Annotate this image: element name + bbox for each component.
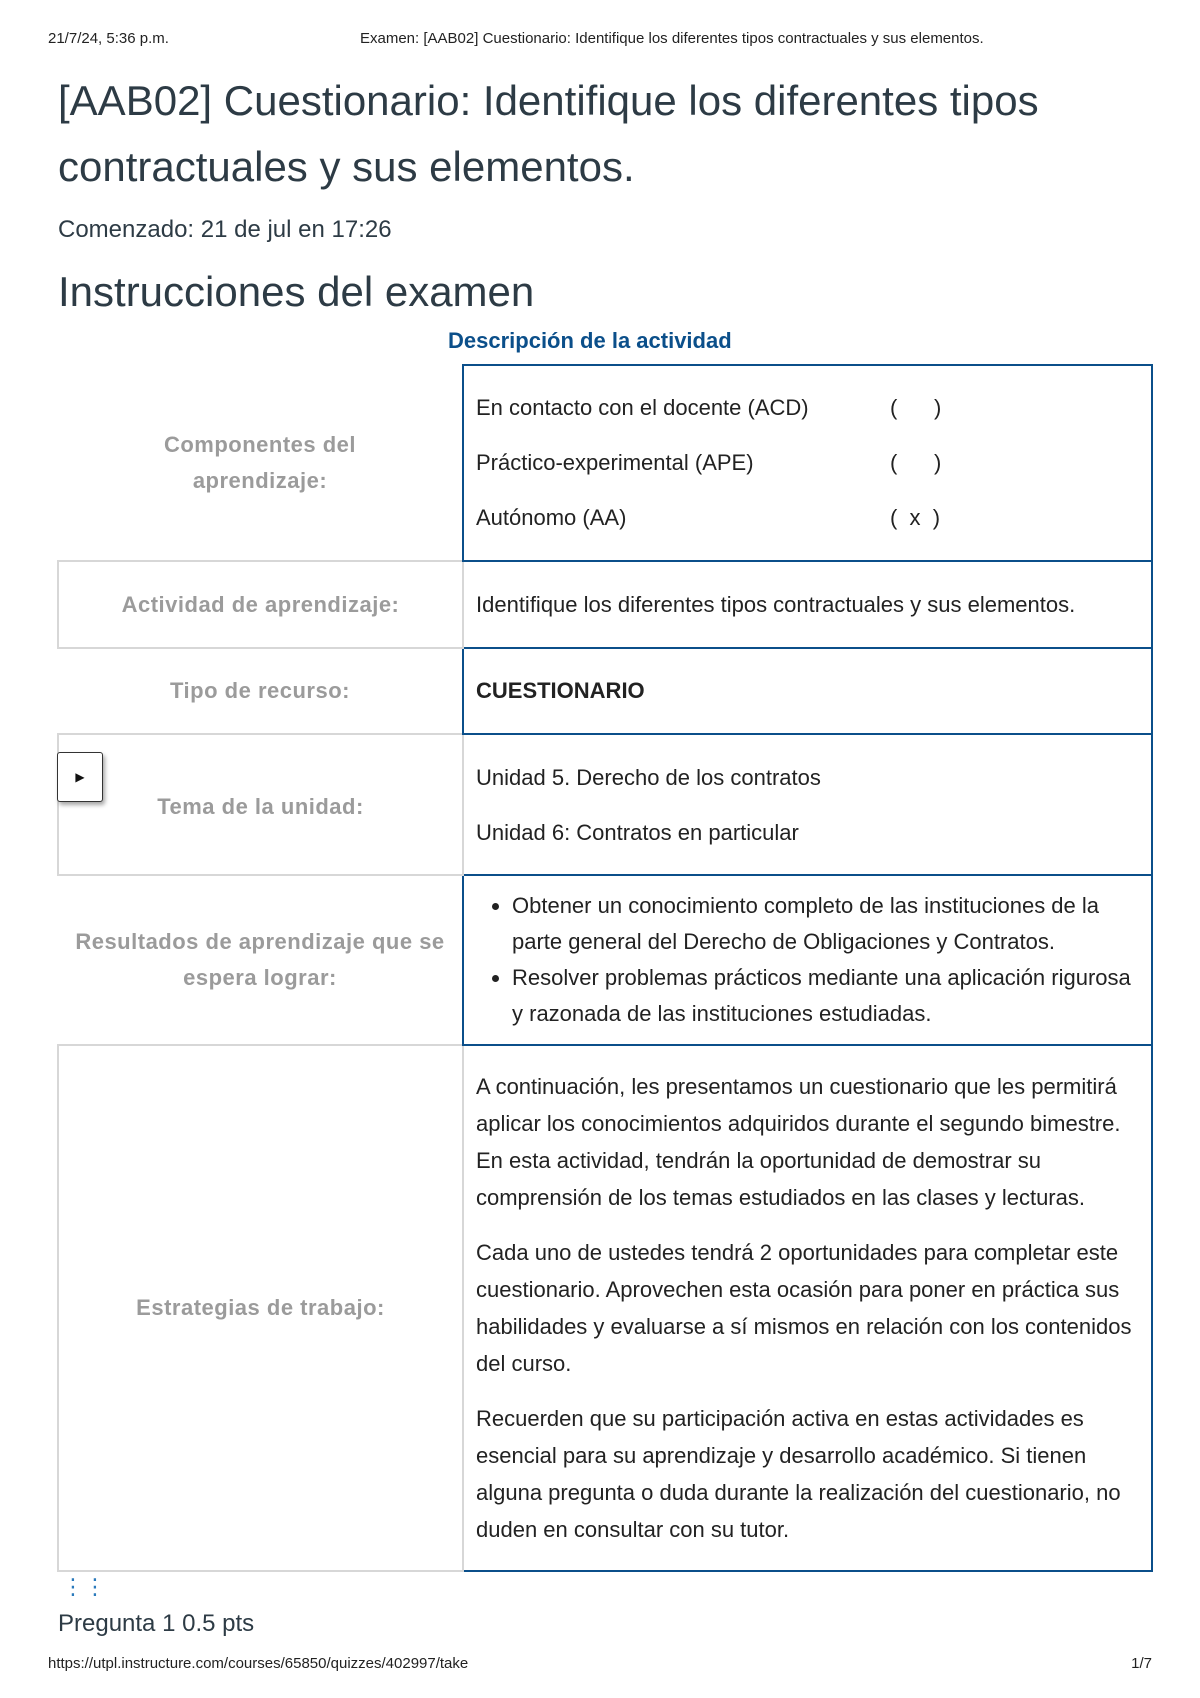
strategy-paragraph: A continuación, les presentamos un cuestionario que les permitirá aplicar los conocimientos adquiridos durante el segundo bimestre. En esta actividad, tendrán la oportunidad de demostrar su comprensión de los temas estudiados en las clases y lecturas.: [476, 1074, 1121, 1210]
activity-label: Actividad de aprendizaje:: [58, 561, 463, 648]
strategies-label: Estrategias de trabajo:: [58, 1045, 463, 1571]
page-title: [AAB02] Cuestionario: Identifique los diferentes tipos contractuales y sus elementos.: [58, 77, 1039, 190]
list-item: • Resolver problemas prácticos mediante una aplicación rigurosa y razonada de las instituciones estudiadas.: [512, 960, 1139, 1032]
started-timestamp: Comenzado: 21 de jul en 17:26: [58, 216, 392, 243]
table-row: [58, 365, 1152, 561]
component-item: [476, 491, 1139, 546]
play-triangle-icon: ▶: [75, 770, 85, 784]
expand-button[interactable]: [57, 752, 103, 802]
description-heading: Descripción de la actividad: [448, 328, 732, 353]
components-label: Componentes del aprendizaje:: [163, 431, 357, 493]
outcomes-label: Resultados de aprendizaje que se espera lograr:: [75, 929, 445, 990]
resource-value: CUESTIONARIO: [463, 648, 1152, 734]
strategies-value: [463, 1045, 1152, 1571]
instructions-heading: Instrucciones del examen: [58, 268, 535, 315]
page-number: 1/7: [1131, 1655, 1152, 1672]
print-header: [48, 30, 1152, 52]
quiz-content: [58, 68, 1153, 322]
list-item: • Obtener un conocimiento completo de las instituciones de la parte general del Derecho de Obligaciones y Contratos.: [512, 888, 1139, 960]
component-name: En contacto con el docente (ACD): [476, 395, 809, 420]
outcomes-list: [476, 888, 1139, 1032]
outcomes-value: [463, 875, 1152, 1045]
unit-item: Unidad 5. Derecho de los contratos: [476, 764, 821, 790]
component-name: Autónomo (AA): [476, 505, 627, 530]
resource-label: Tipo de recurso:: [170, 678, 350, 703]
component-mark: ( ): [890, 450, 942, 475]
strategy-paragraph: Cada uno de ustedes tendrá 2 oportunidades para completar este cuestionario. Aprovechen esta ocasión para poner en práctica sus habilidades y evaluarse a sí mismos en relación con los contenidos del curso.: [476, 1240, 1132, 1376]
table-row: [58, 561, 1152, 648]
table-row: [58, 648, 1152, 734]
table-row: [58, 1045, 1152, 1571]
table-row: [58, 875, 1152, 1045]
component-mark: ( x ): [890, 505, 941, 530]
print-date: 21/7/24, 5:36 p.m.: [48, 30, 169, 47]
question-header: Pregunta 1 0.5 pts: [58, 1610, 255, 1637]
component-mark: ( ): [890, 395, 942, 420]
unit-label: Tema de la unidad:: [58, 734, 463, 875]
component-item: [476, 436, 1139, 491]
unit-item: Unidad 6: Contratos en particular: [476, 819, 799, 845]
strategy-paragraph: Recuerden que su participación activa en estas actividades es esencial para su aprendizaje y desarrollo académico. Si tienen alguna pregunta o duda durante la realización del cuestionario, no duden en consultar con su tutor.: [476, 1406, 1121, 1542]
activity-description-table: [57, 364, 1153, 1572]
print-url: https://utpl.instructure.com/courses/65850/quizzes/402997/take: [48, 1655, 469, 1672]
drag-handle-icon[interactable]: ⋮⋮: [62, 1574, 106, 1599]
component-name: Práctico-experimental (APE): [476, 450, 754, 475]
table-row: [58, 734, 1152, 875]
print-doc-title: Examen: [AAB02] Cuestionario: Identifique los diferentes tipos contractuales y sus elementos.: [360, 30, 984, 47]
components-value: [463, 365, 1152, 561]
unit-value: [463, 734, 1152, 875]
activity-value: Identifique los diferentes tipos contractuales y sus elementos.: [463, 561, 1152, 648]
component-item: [476, 381, 1139, 436]
print-footer: [48, 1655, 1152, 1677]
